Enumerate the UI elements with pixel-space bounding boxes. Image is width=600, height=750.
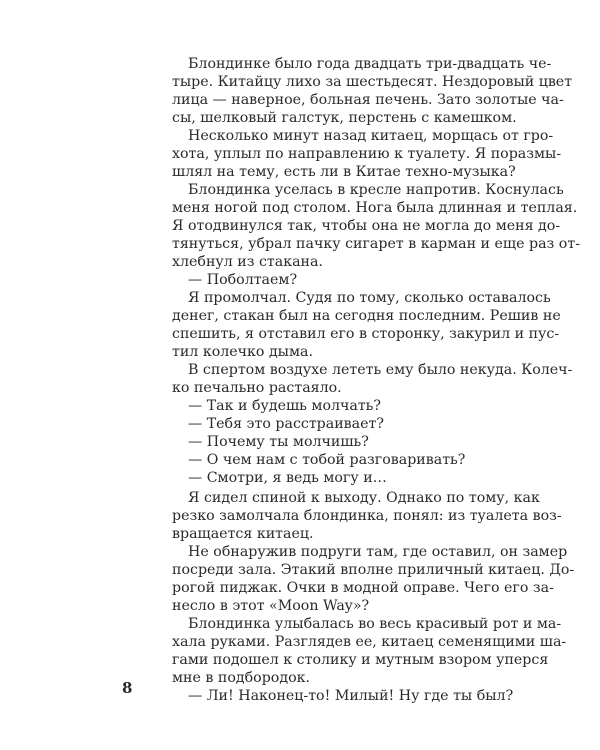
dialogue-line: — О чем нам с тобой разговаривать? bbox=[188, 452, 466, 468]
text-line: ко печально растаяло. bbox=[172, 380, 342, 396]
text-line: рогой пиджак. Очки в модной оправе. Чего его за- bbox=[172, 580, 554, 596]
text-line: гами подошел к столику и мутным взором уперся bbox=[172, 652, 549, 668]
text-line: хала руками. Разглядев ее, китаец семенящими ша- bbox=[172, 634, 567, 650]
text-line: шлял на тему, есть ли в Китае техно-музыка? bbox=[172, 164, 516, 180]
text-line: спешить, я отставил его в сторонку, закурил и пус- bbox=[172, 326, 560, 342]
dialogue-line: — Почему ты молчишь? bbox=[188, 434, 369, 450]
text-line: Я отодвинулся так, чтобы она не могла до меня до- bbox=[172, 218, 561, 234]
text-line: резко замолчала блондинка, понял: из туалета воз- bbox=[172, 508, 562, 524]
text-line: Я сидел спиной к выходу. Однако по тому, как bbox=[188, 490, 540, 506]
text-line: меня ногой под столом. Нога была длинная и теплая. bbox=[172, 200, 578, 216]
dialogue-line: — Ли! Наконец-то! Милый! Ну где ты был? bbox=[188, 688, 514, 704]
text-line: Несколько минут назад китаец, морщась от гро- bbox=[188, 128, 554, 144]
text-line: мне в подбородок. bbox=[172, 670, 310, 686]
text-line: лица — наверное, больная печень. Зато золотые ча- bbox=[172, 92, 564, 108]
text-line: тил колечко дыма. bbox=[172, 344, 313, 360]
text-line: тянуться, убрал пачку сигарет в карман и еще раз от- bbox=[172, 236, 580, 252]
text-line: тыре. Китайцу лихо за шестьдесят. Нездоровый цвет bbox=[172, 74, 573, 90]
text-line: посреди зала. Этакий вполне приличный китаец. До- bbox=[172, 562, 575, 578]
text-line: Не обнаружив подруги там, где оставил, он замер bbox=[188, 544, 568, 560]
text-line: вращается китаец. bbox=[172, 526, 314, 542]
text-line: хлебнул из стакана. bbox=[172, 254, 323, 270]
text-line: Блондинка улыбалась во весь красивый рот и ма- bbox=[188, 616, 562, 632]
text-line: В спертом воздухе лететь ему было некуда. Колеч- bbox=[188, 362, 573, 378]
page-number: 8 bbox=[122, 679, 133, 697]
text-line: Я промолчал. Судя по тому, сколько оставалось bbox=[188, 290, 551, 306]
text-line: сы, шелковый галстук, перстень с камешком. bbox=[172, 110, 517, 126]
dialogue-line: — Поболтаем? bbox=[188, 272, 298, 288]
dialogue-line: — Смотри, я ведь могу и… bbox=[188, 470, 387, 486]
text-line: Блондинка уселась в кресле напротив. Коснулась bbox=[188, 182, 564, 198]
text-line: несло в этот «Moon Way»? bbox=[172, 598, 370, 614]
text-line: хота, уплыл по направлению к туалету. Я поразмы- bbox=[172, 146, 562, 162]
text-line: Блондинке было года двадцать три-двадцать че- bbox=[188, 56, 552, 72]
dialogue-line: — Тебя это расстраивает? bbox=[188, 416, 384, 432]
text-line: денег, стакан был на сегодня последним. Решив не bbox=[172, 308, 561, 324]
dialogue-line: — Так и будешь молчать? bbox=[188, 398, 382, 414]
